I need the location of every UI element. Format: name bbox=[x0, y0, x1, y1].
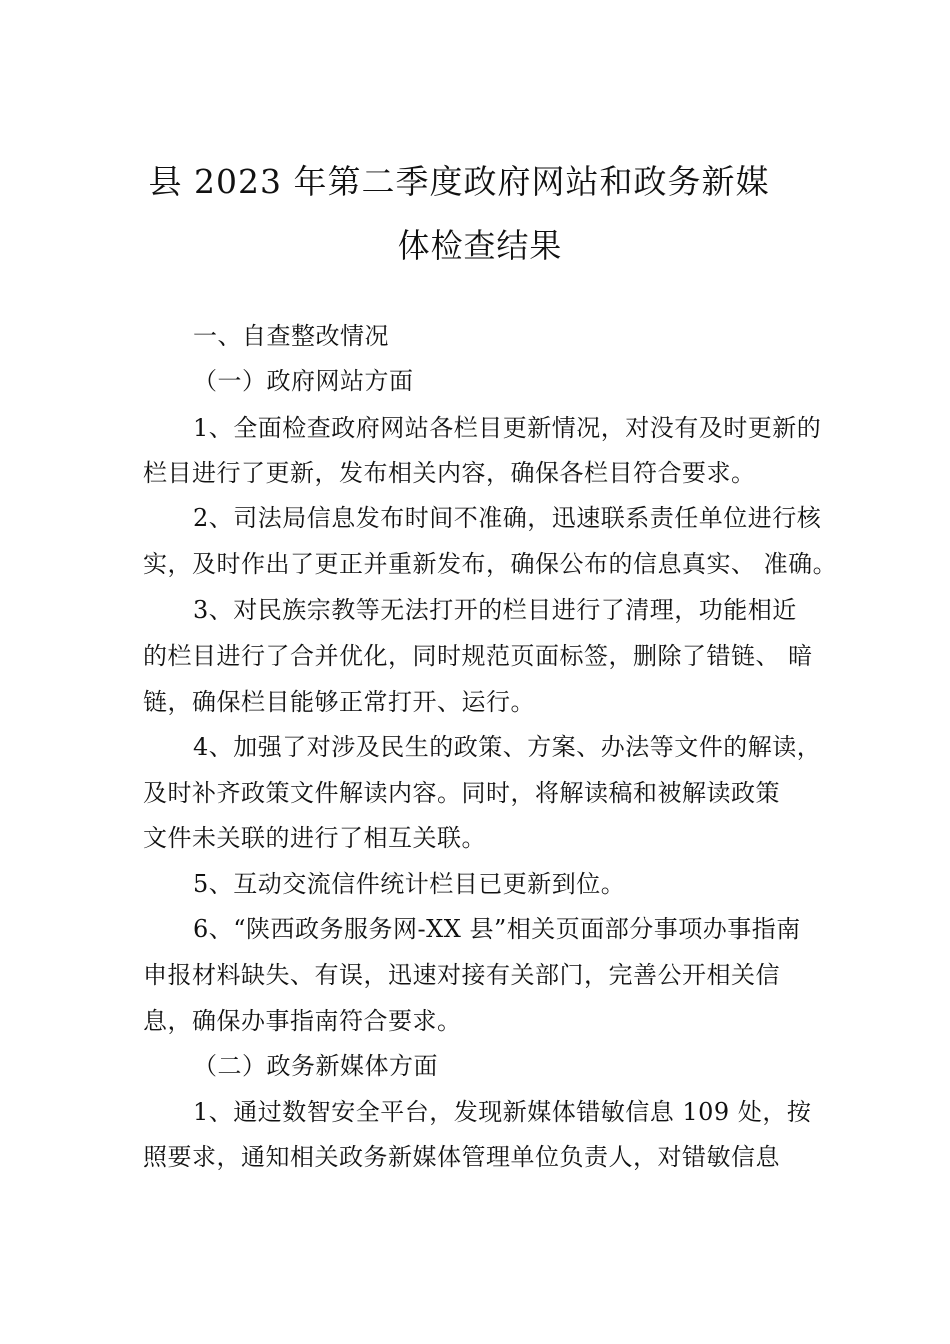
paragraph-line: 申报材料缺失、有误，迅速对接有关部门，完善公开相关信 bbox=[143, 961, 780, 989]
paragraph-line: 1、全面检查政府网站各栏目更新情况，对没有及时更新的 bbox=[193, 414, 822, 442]
paragraph-line: 链，确保栏目能够正常打开、运行。 bbox=[143, 688, 535, 716]
paragraph-line: 及时补齐政策文件解读内容。同时，将解读稿和被解读政策 bbox=[143, 779, 780, 807]
paragraph-line: 照要求，通知相关政务新媒体管理单位负责人，对错敏信息 bbox=[143, 1143, 780, 1171]
paragraph-line: 6、“陕西政务服务网-XX 县”相关页面部分事项办事指南 bbox=[193, 915, 801, 943]
paragraph-line: 3、对民族宗教等无法打开的栏目进行了清理，功能相近 bbox=[193, 596, 797, 624]
document-title-line-1: 县 2023 年第二季度政府网站和政务新媒 bbox=[148, 162, 770, 201]
paragraph-line: 息，确保办事指南符合要求。 bbox=[143, 1007, 462, 1035]
paragraph-line: 2、司法局信息发布时间不准确，迅速联系责任单位进行核 bbox=[193, 504, 822, 532]
paragraph-line: 1、通过数智安全平台，发现新媒体错敏信息 109 处，按 bbox=[193, 1098, 812, 1126]
paragraph-line: 的栏目进行了合并优化，同时规范页面标签，删除了错链、 暗 bbox=[143, 642, 813, 670]
paragraph-line: 实，及时作出了更正并重新发布，确保公布的信息真实、 准确。 bbox=[143, 550, 838, 578]
paragraph-line: 文件未关联的进行了相互关联。 bbox=[143, 824, 486, 852]
subsection-heading: （一）政府网站方面 bbox=[193, 367, 414, 395]
paragraph-line: 5、互动交流信件统计栏目已更新到位。 bbox=[193, 870, 626, 898]
section-heading: 一、自查整改情况 bbox=[193, 322, 389, 350]
paragraph-line: 4、加强了对涉及民生的政策、方案、办法等文件的解读， bbox=[193, 733, 822, 761]
document-title-line-2: 体检查结果 bbox=[397, 226, 563, 265]
subsection-heading: （二）政务新媒体方面 bbox=[193, 1052, 438, 1080]
paragraph-line: 栏目进行了更新，发布相关内容，确保各栏目符合要求。 bbox=[143, 459, 756, 487]
